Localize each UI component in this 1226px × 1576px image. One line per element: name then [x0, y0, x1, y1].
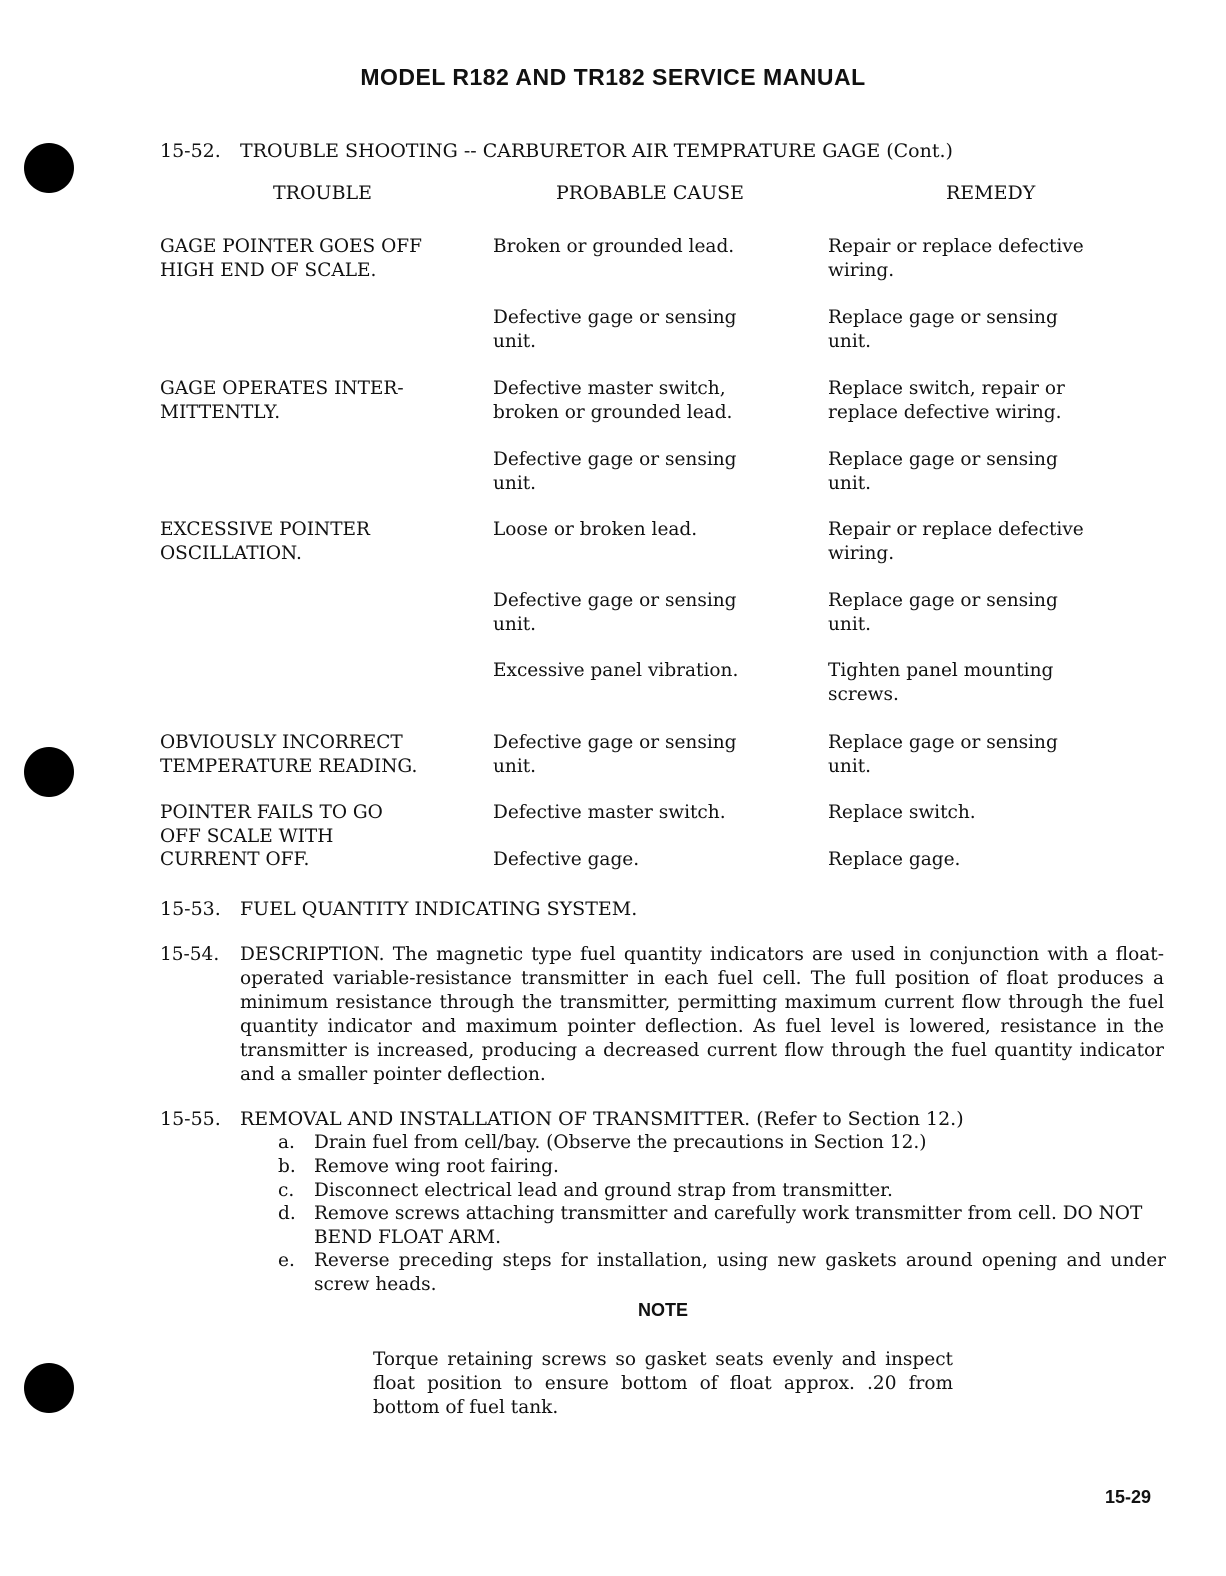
binder-hole	[24, 143, 74, 193]
section-title: FUEL QUANTITY INDICATING SYSTEM.	[240, 898, 638, 920]
table-cell-cause: Defective gage or sensing unit.	[493, 449, 737, 494]
column-header-probable-cause: PROBABLE CAUSE	[556, 182, 744, 204]
table-cell-cause: Defective gage or sensing unit.	[493, 307, 737, 352]
section-15-52-heading	[160, 140, 953, 162]
table-cell-remedy: Replace switch, repair or replace defective wiring.	[828, 378, 1065, 423]
table-cell-cause: Broken or grounded lead.	[493, 236, 735, 257]
section-number: 15-53.	[160, 898, 221, 920]
table-cell-remedy: Tighten panel mounting screws.	[828, 660, 1054, 705]
column-header-remedy: REMEDY	[946, 182, 1036, 204]
table-cell-remedy: Replace gage or sensing unit.	[828, 449, 1058, 494]
table-cell-trouble: GAGE OPERATES INTER- MITTENTLY.	[160, 378, 404, 423]
table-cell-remedy: Replace gage or sensing unit.	[828, 732, 1058, 777]
section-number: 15-55.	[160, 1108, 221, 1130]
column-header-trouble: TROUBLE	[273, 182, 373, 204]
table-cell-trouble: POINTER FAILS TO GO OFF SCALE WITH CURRENT OFF.	[160, 802, 383, 870]
page-title: MODEL R182 AND TR182 SERVICE MANUAL	[360, 64, 866, 90]
section-number: 15-52.	[160, 140, 221, 162]
note-heading: NOTE	[637, 1300, 688, 1320]
table-cell-remedy: Replace gage or sensing unit.	[828, 307, 1058, 352]
table-cell-cause: Defective gage.	[493, 849, 640, 870]
section-15-55-heading	[160, 1108, 964, 1130]
table-cell-remedy: Replace gage.	[828, 849, 961, 870]
table-cell-trouble: EXCESSIVE POINTER OSCILLATION.	[160, 519, 370, 564]
section-title: REMOVAL AND INSTALLATION OF TRANSMITTER. (Refer to Section 12.)	[240, 1108, 964, 1130]
table-cell-remedy: Replace gage or sensing unit.	[828, 590, 1058, 635]
section-title: TROUBLE SHOOTING -- CARBURETOR AIR TEMPRATURE GAGE (Cont.)	[240, 140, 953, 162]
binder-hole	[24, 1363, 74, 1413]
table-cell-trouble: GAGE POINTER GOES OFF HIGH END OF SCALE.	[160, 236, 422, 281]
table-cell-remedy: Replace switch.	[828, 802, 976, 823]
page-number: 15-29	[1105, 1487, 1152, 1507]
table-cell-cause: Defective master switch, broken or grounded lead.	[493, 378, 733, 423]
table-cell-remedy: Repair or replace defective wiring.	[828, 519, 1084, 564]
description-text: DESCRIPTION. The magnetic type fuel quantity indicators are used in conjunction with a float-operated variable-resistance transmitter in each fuel cell. The full position of float produces a minimum resistance through the transmitter, permitting maximum current flow through the fuel quantity indicator and maximum pointer deflection. As fuel level is lowered, resistance in the transmitter is increased, producing a decreased current flow through the fuel quantity indicator and a smaller pointer deflection.	[240, 944, 1164, 1085]
table-cell-trouble: OBVIOUSLY INCORRECT TEMPERATURE READING.	[160, 732, 418, 777]
table-cell-cause: Excessive panel vibration.	[493, 660, 739, 681]
table-cell-remedy: Repair or replace defective wiring.	[828, 236, 1084, 281]
table-cell-cause: Defective master switch.	[493, 802, 726, 823]
section-15-53-heading	[160, 898, 637, 920]
table-cell-cause: Defective gage or sensing unit.	[493, 732, 737, 777]
note-text: Torque retaining screws so gasket seats evenly and inspect float position to ensure bottom of float approx. .20 from bottom of fuel tank.	[373, 1349, 953, 1418]
section-number: 15-54.	[160, 944, 220, 965]
table-cell-cause: Defective gage or sensing unit.	[493, 590, 737, 635]
table-cell-cause: Loose or broken lead.	[493, 519, 698, 540]
section-15-54-paragraph	[160, 943, 1164, 1087]
binder-hole	[24, 747, 74, 797]
